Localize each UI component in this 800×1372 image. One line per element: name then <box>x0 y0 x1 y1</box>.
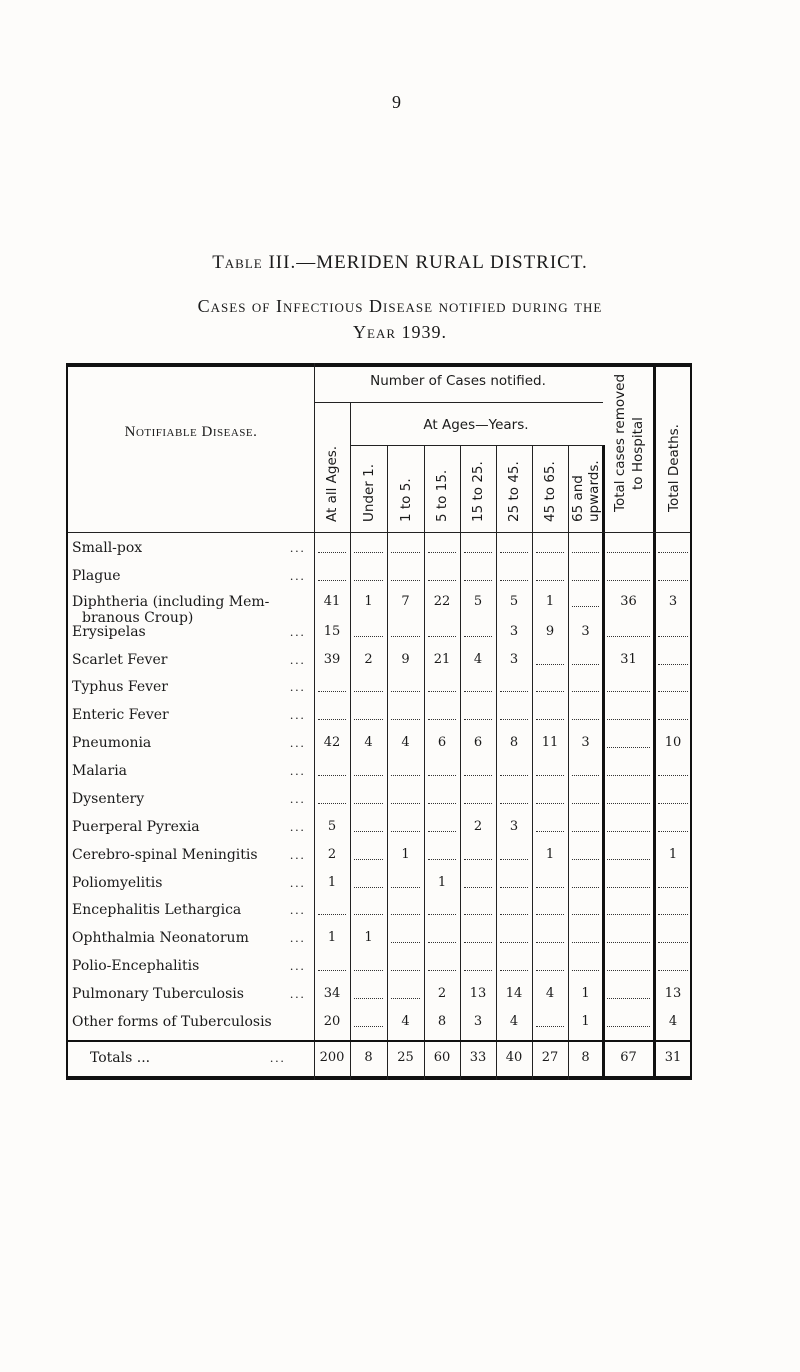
value-cell: 2 <box>473 818 483 834</box>
totals-cell: 25 <box>397 1050 414 1065</box>
subtitle-line-2: Year 1939. <box>353 322 447 342</box>
empty-cell <box>391 803 420 804</box>
row-label <box>72 791 144 807</box>
value-cell: 1 <box>545 593 555 609</box>
value-cell: 9 <box>401 651 410 667</box>
empty-cell <box>536 580 564 581</box>
disease-name: Enteric Fever <box>72 707 169 724</box>
empty-cell <box>428 719 456 720</box>
empty-cell <box>318 719 346 720</box>
empty-cell <box>658 887 688 888</box>
row-label <box>72 707 169 723</box>
leader-dots: ... <box>290 540 306 555</box>
value-cell: 6 <box>437 735 447 751</box>
value-cell: 5 <box>473 593 483 609</box>
empty-cell <box>572 552 599 553</box>
empty-cell <box>658 664 688 665</box>
value-cell: 1 <box>437 874 447 890</box>
header-bottom-rule <box>68 532 690 533</box>
empty-cell <box>572 887 599 888</box>
value-cell: 13 <box>664 986 682 1002</box>
value-cell: 1 <box>581 1014 590 1029</box>
empty-cell <box>391 580 420 581</box>
empty-cell <box>572 775 599 776</box>
empty-cell <box>464 691 492 692</box>
empty-cell <box>428 942 456 943</box>
empty-cell <box>318 970 346 971</box>
header-age-65-and-upwards: upwards. <box>585 460 602 522</box>
leader-dots: ... <box>290 930 306 946</box>
row-label <box>72 930 249 946</box>
subtitle-line-1: Cases of Infectious Disease notified during the <box>197 296 603 316</box>
leader-dots: ... <box>290 623 306 639</box>
empty-cell <box>500 887 528 888</box>
row-label <box>72 540 142 556</box>
empty-cell <box>428 803 456 804</box>
empty-cell <box>391 552 420 553</box>
header-removed-line1: Total cases removed <box>612 373 628 512</box>
totals-rule <box>68 1040 690 1042</box>
leader-dots: ... <box>290 679 306 695</box>
value-cell: 1 <box>668 846 678 862</box>
value-cell: 8 <box>437 1014 447 1029</box>
value-cell: 4 <box>509 1014 519 1029</box>
empty-cell <box>500 942 528 943</box>
disease-name: Small-pox <box>72 540 143 556</box>
empty-cell <box>354 719 383 720</box>
header-age-65-and-upwards: 65 and <box>569 475 586 522</box>
empty-cell <box>607 1026 650 1027</box>
empty-cell <box>464 636 492 637</box>
empty-cell <box>658 831 688 832</box>
empty-cell <box>572 859 599 860</box>
header-rule <box>350 445 603 446</box>
value-cell: 2 <box>364 651 373 667</box>
empty-cell <box>354 691 383 692</box>
empty-cell <box>500 803 528 804</box>
empty-cell <box>464 552 492 553</box>
empty-cell <box>572 606 599 607</box>
empty-cell <box>658 942 688 943</box>
empty-cell <box>464 803 492 804</box>
header-age-25-to-45: 25 to 45. <box>506 461 522 522</box>
disease-name: Plague <box>72 567 121 584</box>
value-cell: 1 <box>327 874 337 890</box>
empty-cell <box>607 803 650 804</box>
value-cell: 1 <box>581 986 590 1002</box>
totals-cell: 200 <box>319 1050 345 1065</box>
leader-dots: ... <box>290 818 306 834</box>
row-label <box>72 875 162 891</box>
row-label <box>72 594 269 626</box>
empty-cell <box>428 970 456 971</box>
empty-cell <box>318 803 346 804</box>
value-cell: 11 <box>541 735 559 751</box>
empty-cell <box>536 691 564 692</box>
empty-cell <box>536 970 564 971</box>
empty-cell <box>428 636 456 637</box>
totals-cell: 60 <box>433 1050 451 1065</box>
totals-cell: 8 <box>581 1050 590 1065</box>
empty-cell <box>607 747 650 748</box>
empty-cell <box>536 831 564 832</box>
totals-cell: 8 <box>364 1050 373 1065</box>
empty-cell <box>428 859 456 860</box>
disease-name-continued: branous Croup) <box>82 609 194 626</box>
header-number-notified: Number of Cases notified. <box>370 373 546 389</box>
value-cell: 3 <box>581 623 590 639</box>
empty-cell <box>354 859 383 860</box>
value-cell: 7 <box>401 593 410 609</box>
value-cell: 4 <box>364 735 373 751</box>
disease-name: Erysipelas <box>72 623 146 640</box>
empty-cell <box>607 691 650 692</box>
value-cell: 34 <box>323 986 341 1002</box>
empty-cell <box>464 942 492 943</box>
value-cell: 5 <box>509 593 519 609</box>
empty-cell <box>658 719 688 720</box>
value-cell: 1 <box>545 846 555 862</box>
empty-cell <box>536 664 564 665</box>
value-cell: 4 <box>545 986 555 1002</box>
empty-cell <box>464 719 492 720</box>
empty-cell <box>500 580 528 581</box>
empty-cell <box>607 887 650 888</box>
empty-cell <box>391 719 420 720</box>
empty-cell <box>318 580 346 581</box>
empty-cell <box>428 580 456 581</box>
empty-cell <box>536 552 564 553</box>
empty-cell <box>658 970 688 971</box>
empty-cell <box>500 552 528 553</box>
empty-cell <box>428 831 456 832</box>
empty-cell <box>500 775 528 776</box>
value-cell: 3 <box>509 623 519 639</box>
empty-cell <box>607 580 650 581</box>
empty-cell <box>464 914 492 915</box>
value-cell: 1 <box>364 930 373 946</box>
header-disease: Notifiable Disease. <box>124 424 258 440</box>
value-cell: 4 <box>401 1014 410 1029</box>
value-cell: 20 <box>323 1014 341 1029</box>
row-label <box>72 763 127 779</box>
leader-dots: ... <box>290 735 306 751</box>
empty-cell <box>428 914 456 915</box>
empty-cell <box>607 942 650 943</box>
header-age-15-to-25: 15 to 25. <box>470 461 486 522</box>
value-cell: 31 <box>620 651 637 667</box>
empty-cell <box>500 859 528 860</box>
header-rule <box>314 402 603 403</box>
empty-cell <box>572 580 599 581</box>
row-label <box>72 847 258 863</box>
disease-name: Polio-Encephalitis <box>72 958 200 975</box>
empty-cell <box>391 636 420 637</box>
header-removed-line2: to Hospital <box>630 417 646 490</box>
empty-cell <box>607 859 650 860</box>
empty-cell <box>607 719 650 720</box>
empty-cell <box>536 803 564 804</box>
empty-cell <box>658 636 688 637</box>
empty-cell <box>354 887 383 888</box>
empty-cell <box>658 691 688 692</box>
row-label <box>72 986 244 1002</box>
empty-cell <box>391 775 420 776</box>
column-divider <box>496 445 497 1080</box>
empty-cell <box>572 914 599 915</box>
value-cell: 1 <box>327 930 337 946</box>
empty-cell <box>607 831 650 832</box>
table-title: Table III.—MERIDEN RURAL DISTRICT. <box>212 252 588 273</box>
row-label <box>72 735 151 751</box>
header-at-all-ages: At all Ages. <box>324 445 340 522</box>
value-cell: 15 <box>323 623 341 639</box>
value-cell: 4 <box>473 651 483 667</box>
empty-cell <box>391 887 420 888</box>
row-label <box>72 958 199 974</box>
empty-cell <box>607 552 650 553</box>
header-total-deaths: Total Deaths. <box>666 424 682 512</box>
empty-cell <box>391 942 420 943</box>
empty-cell <box>536 1026 564 1027</box>
column-divider <box>602 445 605 1080</box>
leader-dots: ... <box>270 1050 286 1065</box>
empty-cell <box>318 914 346 915</box>
page-number: 9 <box>392 92 401 112</box>
empty-cell <box>354 552 383 553</box>
row-label <box>72 624 146 640</box>
value-cell: 4 <box>401 735 410 751</box>
disease-name: Encephalitis Lethargica <box>72 902 242 919</box>
value-cell: 3 <box>473 1014 483 1029</box>
column-divider <box>314 363 315 1080</box>
empty-cell <box>658 580 688 581</box>
totals-cell: 31 <box>664 1050 682 1065</box>
column-divider <box>653 363 656 1080</box>
disease-name: Diphtheria (including Mem- <box>72 593 270 610</box>
value-cell: 4 <box>668 1014 678 1029</box>
header-age-5-to-15: 5 to 15. <box>434 469 450 522</box>
leader-dots: ... <box>290 763 306 779</box>
empty-cell <box>428 691 456 692</box>
empty-cell <box>354 775 383 776</box>
empty-cell <box>658 775 688 776</box>
column-divider <box>387 445 388 1080</box>
value-cell: 9 <box>545 623 555 639</box>
value-cell: 1 <box>401 846 410 862</box>
value-cell: 3 <box>668 593 678 609</box>
row-label <box>72 1014 272 1030</box>
empty-cell <box>572 970 599 971</box>
empty-cell <box>354 998 383 999</box>
empty-cell <box>536 719 564 720</box>
empty-cell <box>391 691 420 692</box>
value-cell: 22 <box>433 593 451 609</box>
row-label <box>72 679 168 695</box>
disease-name: Other forms of Tuberculosis <box>72 1014 272 1030</box>
value-cell: 1 <box>364 593 373 609</box>
empty-cell <box>464 859 492 860</box>
value-cell: 3 <box>509 651 519 667</box>
empty-cell <box>391 998 420 999</box>
totals-label: Totals ... <box>90 1050 151 1066</box>
header-age-45-to-65: 45 to 65. <box>542 461 558 522</box>
value-cell: 36 <box>620 593 637 609</box>
value-cell: 42 <box>323 735 341 751</box>
empty-cell <box>607 914 650 915</box>
value-cell: 13 <box>469 986 487 1002</box>
empty-cell <box>658 914 688 915</box>
empty-cell <box>391 914 420 915</box>
empty-cell <box>391 831 420 832</box>
value-cell: 39 <box>323 651 341 667</box>
disease-name: Typhus Fever <box>72 679 168 696</box>
value-cell: 8 <box>509 735 519 751</box>
header-age-under-1: Under 1. <box>360 463 377 522</box>
disease-name: Pneumonia <box>72 735 152 752</box>
empty-cell <box>658 803 688 804</box>
leader-dots: ... <box>290 986 306 1002</box>
value-cell: 14 <box>505 986 523 1002</box>
disease-name: Dysentery <box>72 790 145 807</box>
empty-cell <box>464 580 492 581</box>
empty-cell <box>354 970 383 971</box>
leader-dots: ... <box>290 874 306 890</box>
empty-cell <box>464 970 492 971</box>
empty-cell <box>607 775 650 776</box>
row-label <box>72 652 167 668</box>
column-divider <box>568 445 569 1080</box>
disease-name: Ophthalmia Neonatorum <box>72 930 249 947</box>
leader-dots: ... <box>290 651 306 667</box>
totals-cell: 27 <box>541 1050 559 1065</box>
disease-name: Poliomyelitis <box>72 874 163 891</box>
empty-cell <box>572 942 599 943</box>
empty-cell <box>500 691 528 692</box>
value-cell: 3 <box>509 818 519 834</box>
leader-dots: ... <box>290 958 306 974</box>
empty-cell <box>500 970 528 971</box>
value-cell: 41 <box>323 593 341 609</box>
row-label <box>72 568 121 584</box>
empty-cell <box>572 719 599 720</box>
empty-cell <box>354 831 383 832</box>
empty-cell <box>536 775 564 776</box>
row-label <box>72 819 200 835</box>
leader-dots: ... <box>290 790 306 806</box>
empty-cell <box>464 887 492 888</box>
row-label <box>72 902 241 918</box>
leader-dots: ... <box>290 707 306 723</box>
empty-cell <box>464 775 492 776</box>
value-cell: 5 <box>327 818 337 834</box>
empty-cell <box>500 914 528 915</box>
empty-cell <box>500 719 528 720</box>
empty-cell <box>607 998 650 999</box>
value-cell: 2 <box>437 986 447 1002</box>
empty-cell <box>354 636 383 637</box>
empty-cell <box>428 775 456 776</box>
value-cell: 3 <box>581 735 590 751</box>
column-divider <box>424 445 425 1080</box>
empty-cell <box>354 1026 383 1027</box>
empty-cell <box>318 691 346 692</box>
disease-name: Cerebro-spinal Meningitis <box>72 846 258 863</box>
empty-cell <box>354 580 383 581</box>
empty-cell <box>572 831 599 832</box>
empty-cell <box>391 970 420 971</box>
totals-cell: 40 <box>505 1050 523 1065</box>
empty-cell <box>354 803 383 804</box>
leader-dots: ... <box>290 567 306 583</box>
value-cell: 21 <box>433 651 451 667</box>
leader-dots: ... <box>290 846 306 862</box>
empty-cell <box>607 970 650 971</box>
table-subtitle <box>0 293 800 345</box>
empty-cell <box>318 775 346 776</box>
empty-cell <box>572 691 599 692</box>
empty-cell <box>607 636 650 637</box>
empty-cell <box>572 803 599 804</box>
disease-name: Scarlet Fever <box>72 651 168 668</box>
empty-cell <box>536 942 564 943</box>
empty-cell <box>428 552 456 553</box>
empty-cell <box>318 552 346 553</box>
empty-cell <box>354 914 383 915</box>
column-divider <box>460 445 461 1080</box>
empty-cell <box>536 914 564 915</box>
empty-cell <box>658 552 688 553</box>
disease-name: Malaria <box>72 763 128 780</box>
totals-cell: 33 <box>469 1050 487 1065</box>
empty-cell <box>536 887 564 888</box>
leader-dots: ... <box>290 902 306 918</box>
disease-name: Puerperal Pyrexia <box>72 818 200 835</box>
header-age-1-to-5: 1 to 5. <box>397 478 414 522</box>
empty-cell <box>572 664 599 665</box>
value-cell: 6 <box>473 735 483 751</box>
totals-cell: 67 <box>620 1050 637 1065</box>
column-divider <box>532 445 533 1080</box>
value-cell: 2 <box>327 846 337 862</box>
header-at-ages-years: At Ages—Years. <box>423 417 529 433</box>
value-cell: 10 <box>664 735 682 751</box>
disease-name: Pulmonary Tuberculosis <box>72 986 244 1003</box>
